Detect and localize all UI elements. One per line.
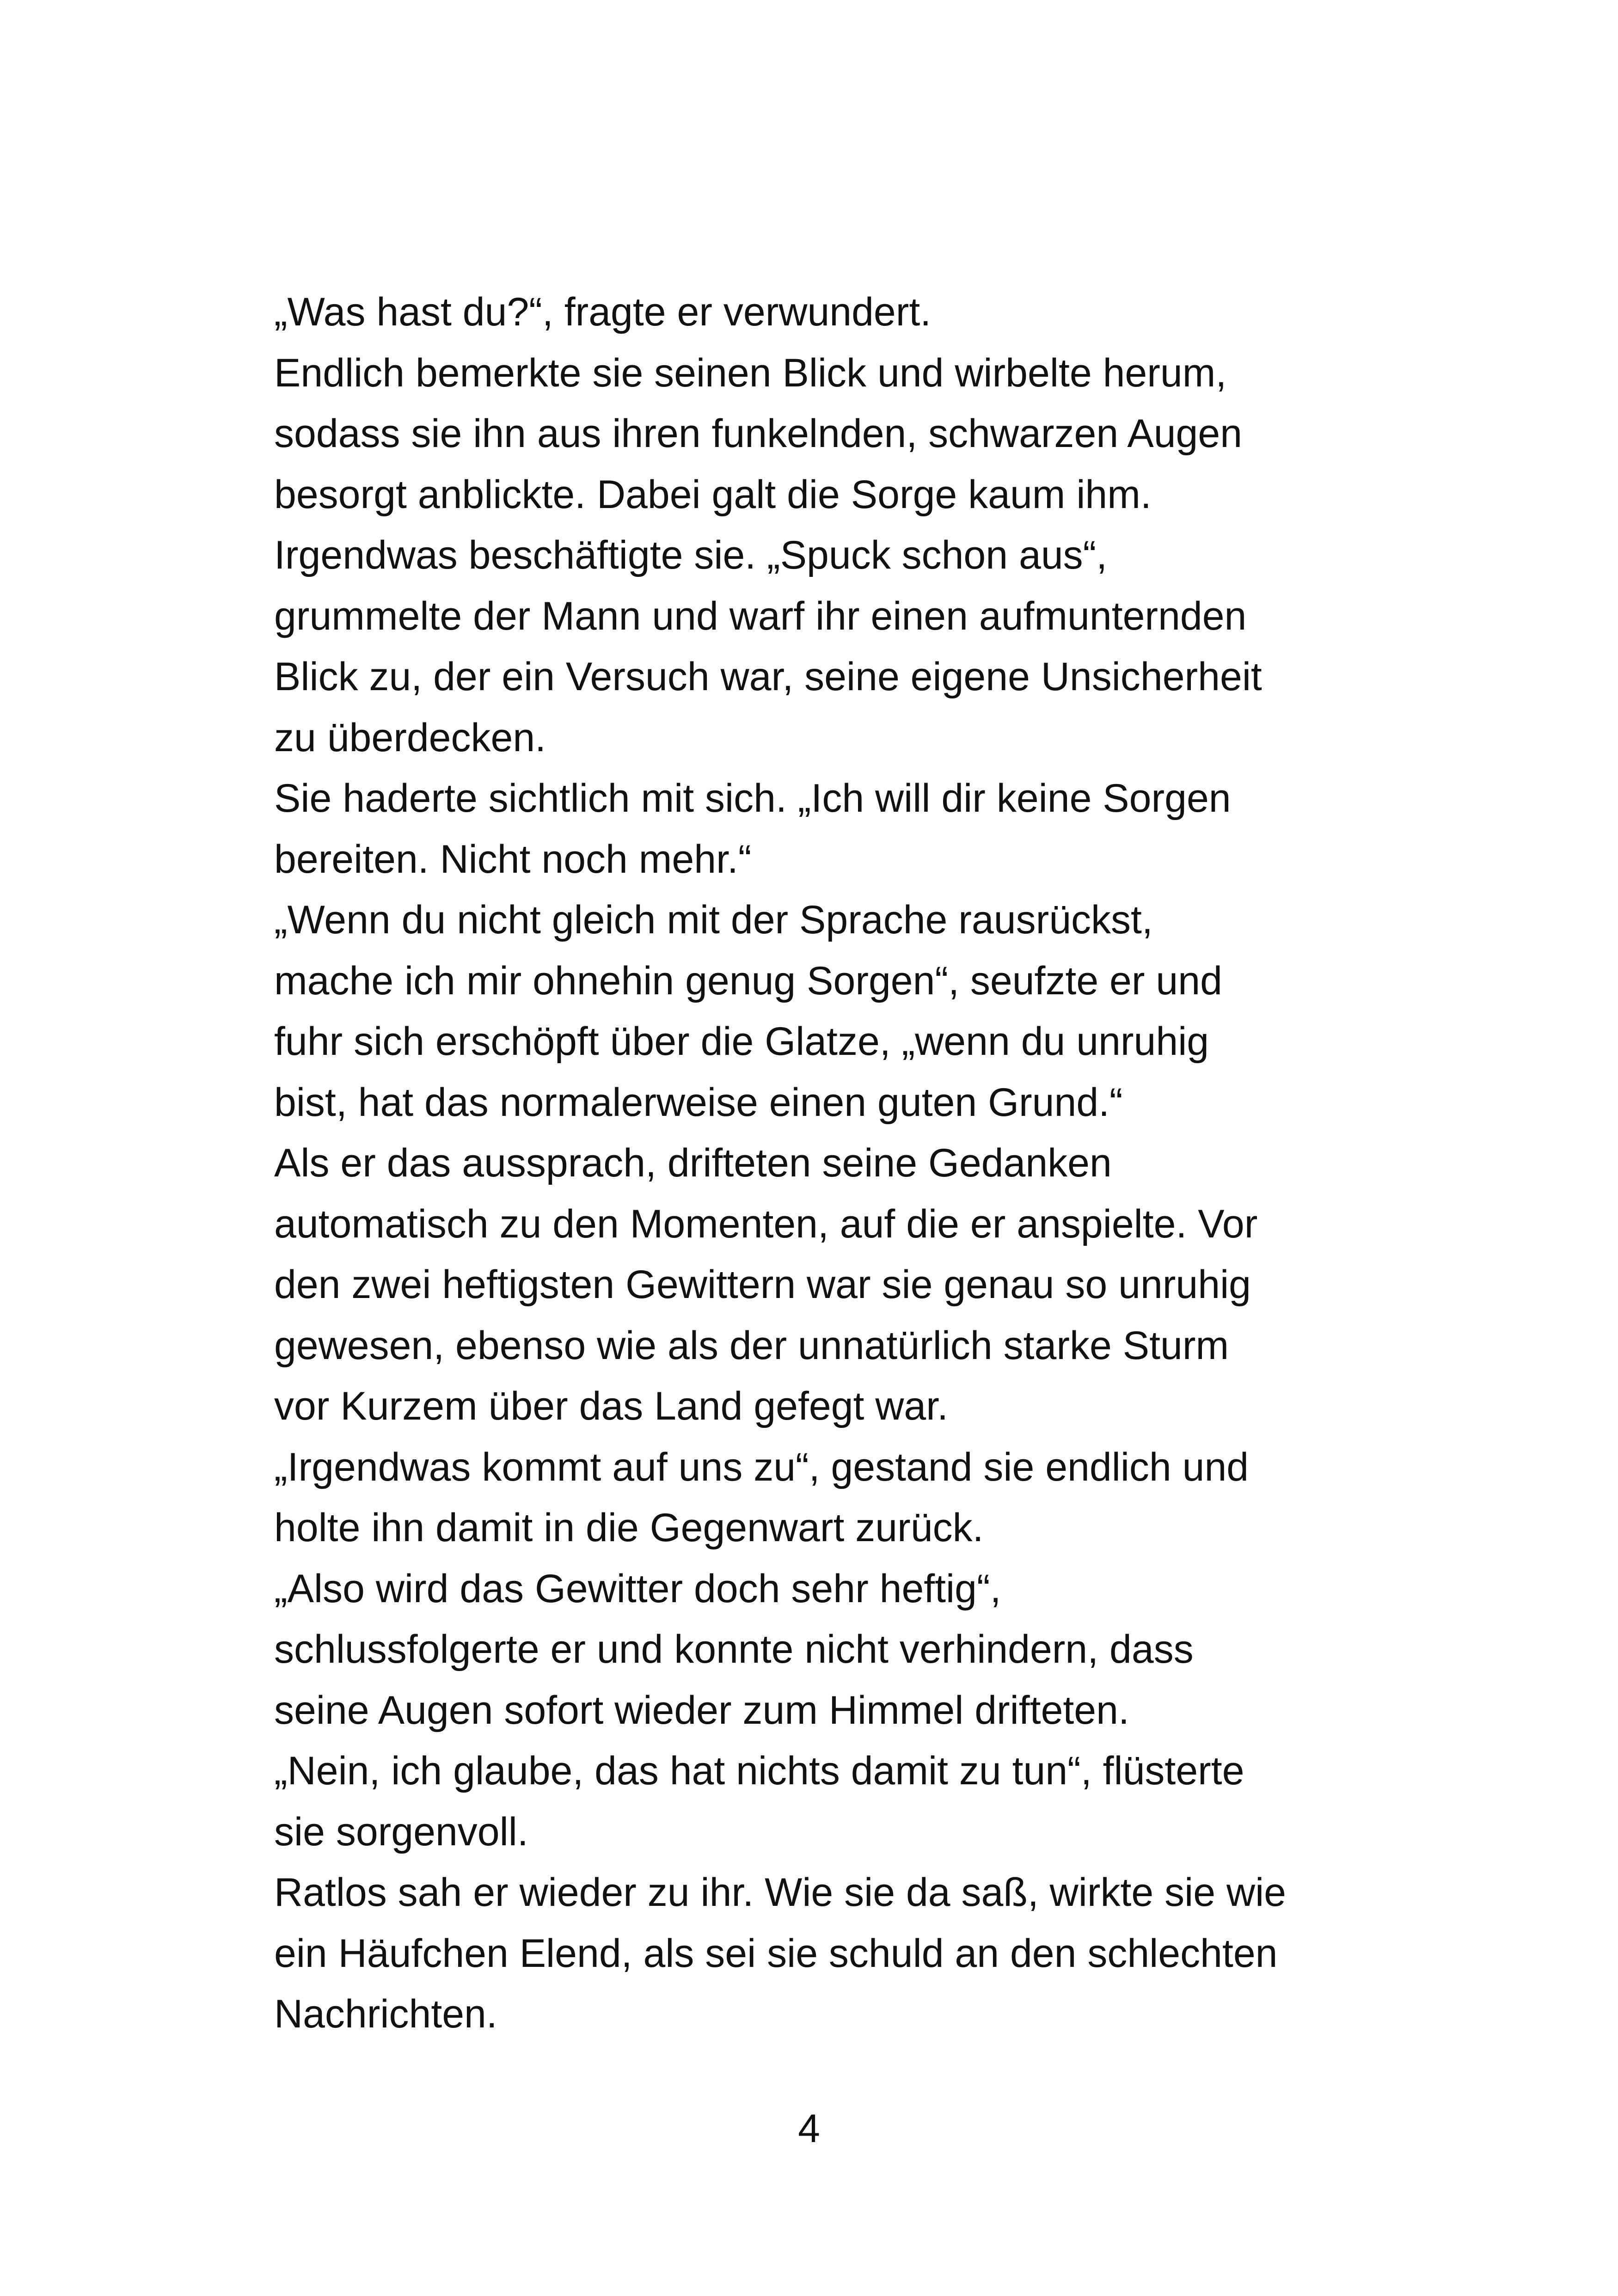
text-line: mache ich mir ohnehin genug Sorgen“, seufzte er und [274,958,1222,1003]
page-number: 4 [798,2106,820,2151]
text-line: holte ihn damit in die Gegenwart zurück. [274,1506,984,1550]
text-line: Als er das aussprach, drifteten seine Gedanken [274,1141,1112,1185]
text-line: besorgt anblickte. Dabei galt die Sorge kaum ihm. [274,472,1152,517]
text-line: automatisch zu den Momenten, auf die er anspielte. Vor [274,1201,1258,1246]
text-line: den zwei heftigsten Gewittern war sie genau so unruhig [274,1262,1251,1307]
text-line: zu überdecken. [274,715,546,760]
text-line: bist, hat das normalerweise einen guten Grund.“ [274,1080,1123,1125]
text-line: seine Augen sofort wieder zum Himmel drifteten. [274,1688,1129,1733]
text-line: „Irgendwas kommt auf uns zu“, gestand sie endlich und [274,1445,1249,1489]
text-line: Sie haderte sichtlich mit sich. „Ich will dir keine Sorgen [274,776,1231,820]
text-line: „Nein, ich glaube, das hat nichts damit zu tun“, flüsterte [274,1749,1244,1793]
body-text [274,282,1384,2045]
text-line: Blick zu, der ein Versuch war, seine eigene Unsicherheit [274,655,1262,699]
text-line: sie sorgenvoll. [274,1809,528,1854]
text-line: schlussfolgerte er und konnte nicht verhindern, dass [274,1627,1194,1671]
text-line: gewesen, ebenso wie als der unnatürlich starke Sturm [274,1323,1229,1368]
text-line: sodass sie ihn aus ihren funkelnden, schwarzen Augen [274,411,1243,456]
text-line: bereiten. Nicht noch mehr.“ [274,837,752,882]
text-line: fuhr sich erschöpft über die Glatze, „wenn du unruhig [274,1019,1209,1064]
text-line: vor Kurzem über das Land gefegt war. [274,1384,949,1428]
text-line: Nachrichten. [274,1992,497,2036]
text-line: ein Häufchen Elend, als sei sie schuld an den schlechten [274,1931,1278,1976]
text-line: „Was hast du?“, fragte er verwundert. [274,290,932,334]
text-line: Ratlos sah er wieder zu ihr. Wie sie da saß, wirkte sie wie [274,1870,1287,1915]
text-line: „Wenn du nicht gleich mit der Sprache rausrückst, [274,898,1153,942]
text-line: grummelte der Mann und warf ihr einen aufmunternden [274,594,1247,638]
text-line: Endlich bemerkte sie seinen Blick und wirbelte herum, [274,350,1227,395]
text-line: „Also wird das Gewitter doch sehr heftig“, [274,1566,1001,1611]
text-line: Irgendwas beschäftigte sie. „Spuck schon aus“, [274,533,1108,577]
